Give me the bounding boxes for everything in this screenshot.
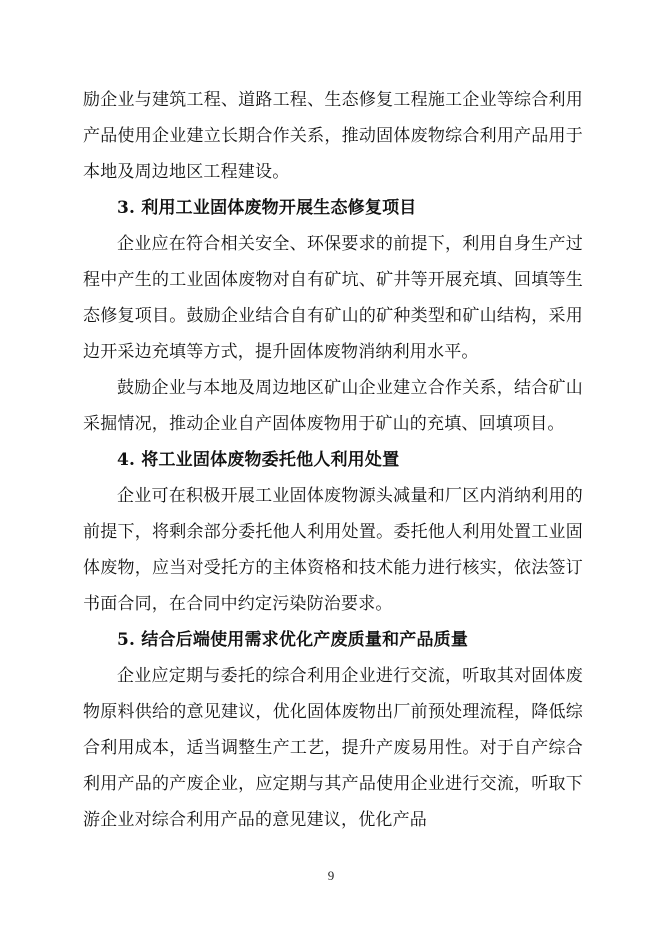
page-body bbox=[83, 82, 583, 838]
body-paragraph: 鼓励企业与本地及周边地区矿山企业建立合作关系，结合矿山采掘情况，推动企业自产固体废物用于矿山的充填、回填项目。 bbox=[83, 378, 583, 434]
section-heading: 3. 利用工业固体废物开展生态修复项目 bbox=[117, 198, 417, 218]
body-paragraph: 企业应在符合相关安全、环保要求的前提下，利用自身生产过程中产生的工业固体废物对自有矿坑、矿井等开展充填、回填等生态修复项目。鼓励企业结合自有矿山的矿种类型和矿山结构，采用边开采边充填等方式，提升固体废物消纳利用水平。 bbox=[83, 234, 583, 362]
body-paragraph: 励企业与建筑工程、道路工程、生态修复工程施工企业等综合利用产品使用企业建立长期合作关系，推动固体废物综合利用产品用于本地及周边地区工程建设。 bbox=[83, 90, 583, 182]
body-paragraph: 企业可在积极开展工业固体废物源头减量和厂区内消纳利用的前提下，将剩余部分委托他人利用处置。委托他人利用处置工业固体废物，应当对受托方的主体资格和技术能力进行核实，依法签订书面合同，在合同中约定污染防治要求。 bbox=[83, 486, 583, 614]
section-heading: 5. 结合后端使用需求优化产废质量和产品质量 bbox=[117, 630, 469, 650]
page-number: 9 bbox=[327, 868, 335, 883]
body-paragraph: 企业应定期与委托的综合利用企业进行交流，听取其对固体废物原料供给的意见建议，优化固体废物出厂前预处理流程，降低综合利用成本，适当调整生产工艺，提升产废易用性。对于自产综合利用产品的产废企业，应定期与其产品使用企业进行交流，听取下游企业对综合利用产品的意见建议，优化产品 bbox=[83, 666, 583, 830]
section-heading: 4. 将工业固体废物委托他人利用处置 bbox=[117, 450, 400, 470]
